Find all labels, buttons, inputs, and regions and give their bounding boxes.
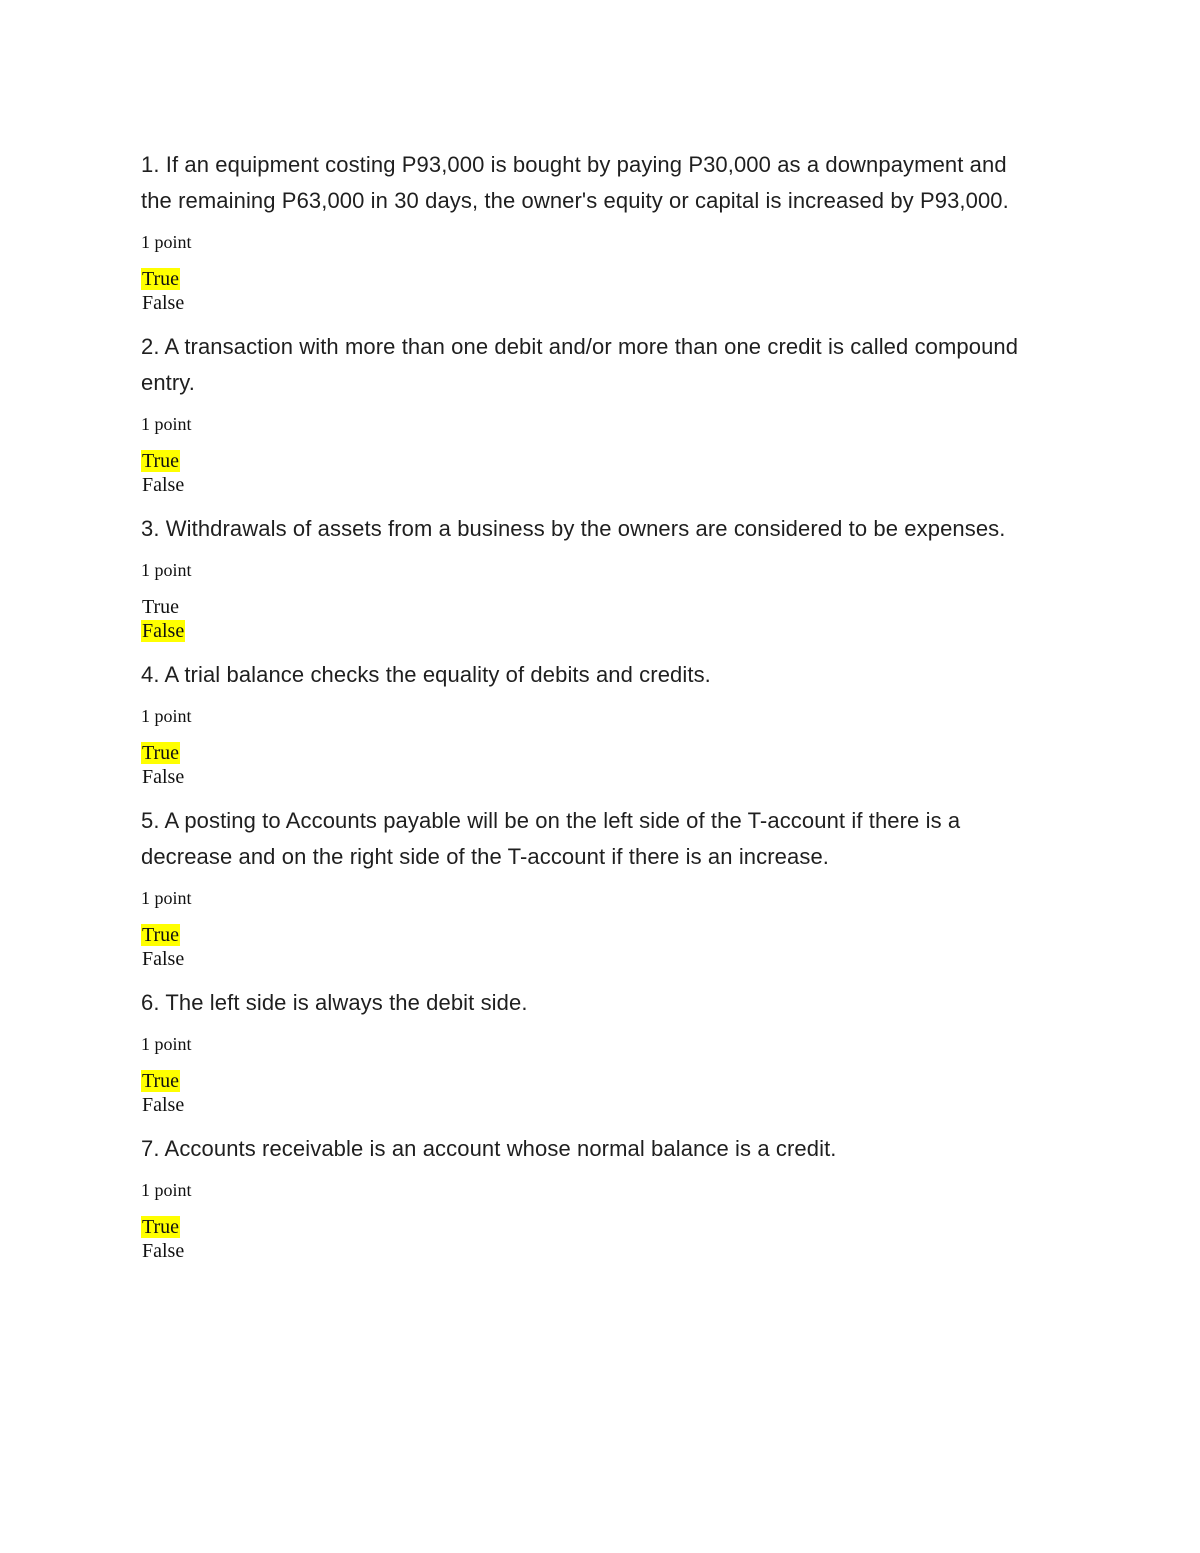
- option-label: False: [142, 1240, 185, 1262]
- question-4: [141, 657, 1041, 789]
- option-label: True: [142, 450, 180, 472]
- question-points: 1 point: [141, 888, 192, 908]
- question-6: [141, 985, 1041, 1117]
- option-true[interactable]: [141, 1069, 1041, 1093]
- option-false[interactable]: [141, 1239, 1041, 1263]
- answer-options: [141, 595, 1041, 643]
- question-text: 5. A posting to Accounts payable will be on the left side of the T-account if there is a decrease and on the right side of the T-account if there is an increase.: [141, 808, 961, 869]
- option-false[interactable]: [141, 473, 1041, 497]
- question-3: [141, 511, 1041, 643]
- option-label: False: [142, 292, 185, 314]
- question-2: [141, 329, 1041, 497]
- option-label: True: [142, 268, 180, 290]
- option-false[interactable]: [141, 765, 1041, 789]
- option-true[interactable]: [141, 923, 1041, 947]
- answer-options: [141, 449, 1041, 497]
- question-points: 1 point: [141, 1034, 192, 1054]
- question-text: 6. The left side is always the debit side.: [141, 990, 528, 1015]
- question-7: [141, 1131, 1041, 1263]
- question-points: 1 point: [141, 706, 192, 726]
- question-text: 7. Accounts receivable is an account whose normal balance is a credit.: [141, 1136, 837, 1161]
- question-text: 2. A transaction with more than one debit and/or more than one credit is called compound entry.: [141, 334, 1019, 395]
- option-label: True: [142, 1216, 180, 1238]
- option-label: False: [142, 620, 185, 642]
- answer-options: [141, 1069, 1041, 1117]
- option-label: True: [142, 1070, 180, 1092]
- option-false[interactable]: [141, 619, 1041, 643]
- answer-options: [141, 1215, 1041, 1263]
- option-label: False: [142, 1094, 185, 1116]
- option-label: False: [142, 474, 185, 496]
- option-false[interactable]: [141, 1093, 1041, 1117]
- option-label: True: [142, 924, 180, 946]
- question-text: 4. A trial balance checks the equality of debits and credits.: [141, 662, 711, 687]
- question-text: 1. If an equipment costing P93,000 is bought by paying P30,000 as a downpayment and the remaining P63,000 in 30 days, the owner's equity or capital is increased by P93,000.: [141, 152, 1009, 213]
- question-points: 1 point: [141, 560, 192, 580]
- option-false[interactable]: [141, 947, 1041, 971]
- option-true[interactable]: [141, 267, 1041, 291]
- question-points: 1 point: [141, 1180, 192, 1200]
- option-label: True: [142, 742, 180, 764]
- option-false[interactable]: [141, 291, 1041, 315]
- option-true[interactable]: [141, 741, 1041, 765]
- question-5: [141, 803, 1041, 971]
- option-true[interactable]: [141, 449, 1041, 473]
- answer-options: [141, 741, 1041, 789]
- question-points: 1 point: [141, 232, 192, 252]
- question-points: 1 point: [141, 414, 192, 434]
- option-label: False: [142, 948, 185, 970]
- answer-options: [141, 923, 1041, 971]
- question-1: [141, 147, 1041, 315]
- quiz-document: [141, 147, 1041, 1263]
- option-true[interactable]: [141, 595, 1041, 619]
- option-true[interactable]: [141, 1215, 1041, 1239]
- option-label: True: [142, 596, 180, 618]
- option-label: False: [142, 766, 185, 788]
- answer-options: [141, 267, 1041, 315]
- question-text: 3. Withdrawals of assets from a business by the owners are considered to be expenses.: [141, 516, 1006, 541]
